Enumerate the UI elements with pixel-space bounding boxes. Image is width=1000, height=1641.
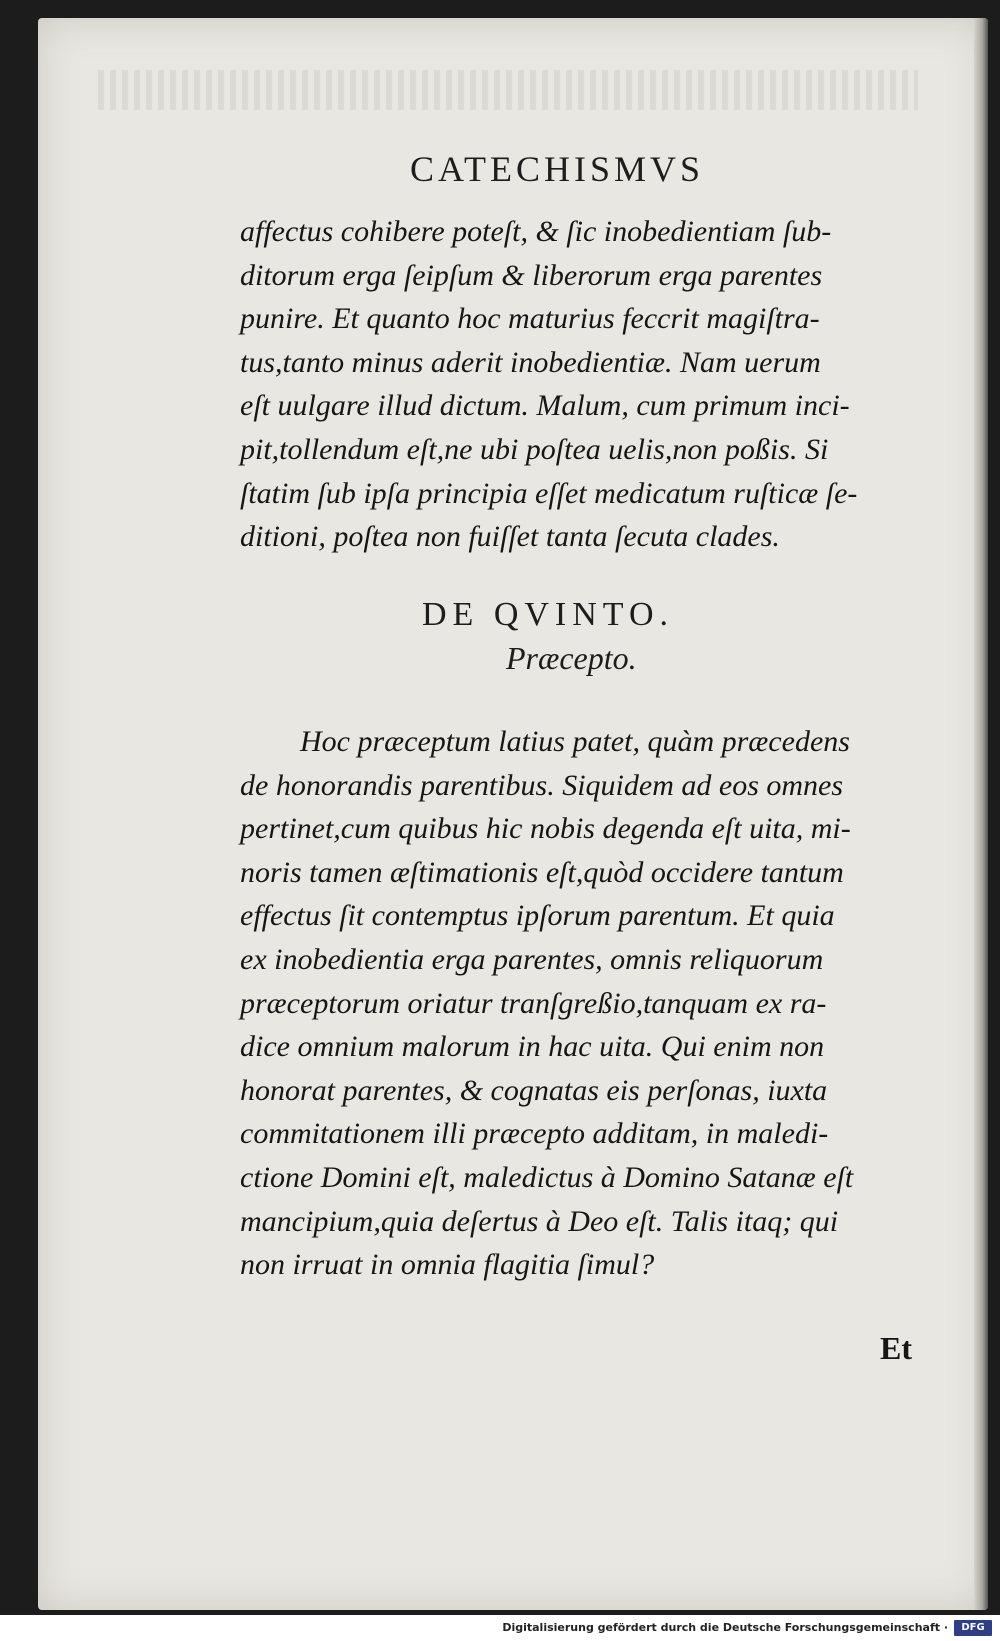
section-heading: DE QVINTO.	[422, 596, 675, 633]
text-line: ditioni, poſtea non fuiſſet tanta ſecuta clades.	[240, 520, 780, 554]
dfg-logo-icon[interactable]: DFG	[954, 1620, 992, 1636]
funding-credit: Digitalisierung gefördert durch die Deutsche Forschungsgemeinschaft ·	[502, 1621, 948, 1634]
text-line: ſtatim ſub ipſa principia eſſet medicatum ruſticæ ſe-	[240, 476, 858, 510]
page-edge	[974, 18, 988, 1610]
paragraph-2	[240, 720, 940, 1287]
text-line: Hoc præceptum latius patet, quàm præcedens	[300, 725, 850, 758]
bleed-through-texture	[98, 70, 918, 110]
text-line: pertinet,cum quibus hic nobis degenda eſt uita, mi-	[240, 812, 851, 846]
text-line: tus,tanto minus aderit inobedientiæ. Nam uerum	[240, 345, 821, 379]
paragraph-1	[240, 210, 940, 559]
text-line: punire. Et quanto hoc maturius feccrit magiſtra-	[240, 302, 820, 336]
text-line: commitationem illi præcepto additam, in maledi-	[240, 1117, 829, 1151]
text-line: mancipium,quia deſertus à Deo eſt. Talis itaq; qui	[240, 1204, 839, 1238]
text-line: ditorum erga ſeipſum & liberorum erga parentes	[240, 258, 823, 292]
text-line: eſt uulgare illud dictum. Malum, cum primum inci-	[240, 389, 850, 423]
running-head: CATECHISMVS	[410, 149, 705, 189]
text-line: præceptorum oriatur tranſgreßio,tanquam ex ra-	[240, 986, 827, 1020]
footer-bar	[0, 1615, 1000, 1641]
text-line: effectus ſit contemptus ipſorum parentum. Et quia	[240, 899, 835, 933]
text-line: ctione Domini eſt, maledictus à Domino Satanæ eſt	[240, 1160, 854, 1194]
catchword: Et	[880, 1330, 912, 1366]
text-line: affectus cohibere poteſt, & ſic inobedientiam ſub-	[240, 215, 832, 248]
text-line: dice omnium malorum in hac uita. Qui enim non	[240, 1030, 825, 1064]
section-subheading: Præcepto.	[506, 640, 637, 676]
text-line: honorat parentes, & cognatas eis perſonas, iuxta	[240, 1073, 828, 1107]
text-line: ex inobedientia erga parentes, omnis reliquorum	[240, 942, 824, 976]
text-line: pit,tollendum eſt,ne ubi poſtea uelis,non poßis. Si	[240, 432, 829, 466]
text-line: noris tamen æſtimationis eſt,quòd occidere tantum	[240, 855, 844, 889]
text-line: non irruat in omnia flagitia ſimul?	[240, 1248, 655, 1282]
text-line: de honorandis parentibus. Siquidem ad eos omnes	[240, 768, 844, 802]
